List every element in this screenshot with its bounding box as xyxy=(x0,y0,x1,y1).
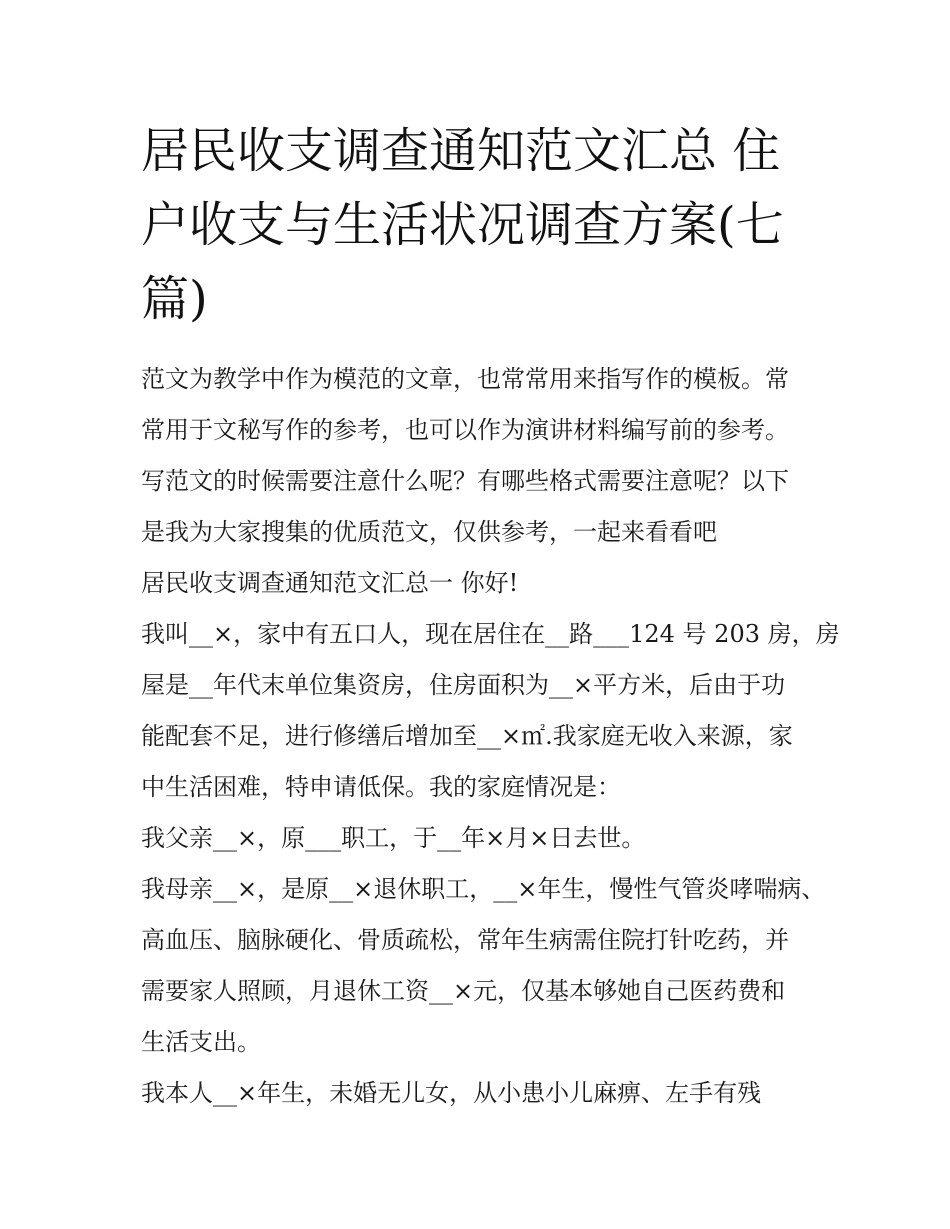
body-line: 我父亲__×，原___职工，于__年×月×日去世。 xyxy=(141,824,646,852)
body-line: 是我为大家搜集的优质范文，仅供参考，一起来看看吧 xyxy=(141,518,717,546)
body-line: 常用于文秘写作的参考，也可以作为演讲材料编写前的参考。 xyxy=(141,416,789,444)
title-line-1: 居民收支调查通知范文汇总 住 xyxy=(141,123,781,179)
title-line-2: 户收支与生活状况调查方案(七 xyxy=(141,197,784,253)
body-line: 生活支出。 xyxy=(141,1028,261,1056)
body-line: 屋是__年代末单位集资房，住房面积为__×平方米，后由于功 xyxy=(141,671,786,699)
body-line: 高血压、脑脉硬化、骨质疏松，常年生病需住院打针吃药，并 xyxy=(141,926,789,954)
body-line: 能配套不足，进行修缮后增加至__×㎡.我家庭无收入来源，家 xyxy=(141,722,793,750)
body-line: 范文为教学中作为模范的文章，也常常用来指写作的模板。常 xyxy=(141,365,789,393)
document-title xyxy=(141,114,821,336)
body-line: 我叫__×，家中有五口人，现在居住在__路___124 号 203 房，房 xyxy=(141,620,840,648)
document-body xyxy=(141,354,840,1119)
body-line: 中生活困难，特申请低保。我的家庭情况是： xyxy=(141,773,621,801)
body-line: 写范文的时候需要注意什么呢？有哪些格式需要注意呢？以下 xyxy=(141,467,789,495)
document-content xyxy=(141,114,840,1119)
body-line: 我母亲__×，是原__×退休职工，__×年生，慢性气管炎哮喘病、 xyxy=(141,875,826,903)
body-line: 需要家人照顾，月退休工资__×元，仅基本够她自己医药费和 xyxy=(141,977,786,1005)
section-heading-line: 居民收支调查通知范文汇总一 你好! xyxy=(141,569,519,597)
body-line: 我本人__×年生，未婚无儿女，从小患小儿麻痹、左手有残 xyxy=(141,1079,762,1107)
title-line-3: 篇) xyxy=(141,271,208,327)
